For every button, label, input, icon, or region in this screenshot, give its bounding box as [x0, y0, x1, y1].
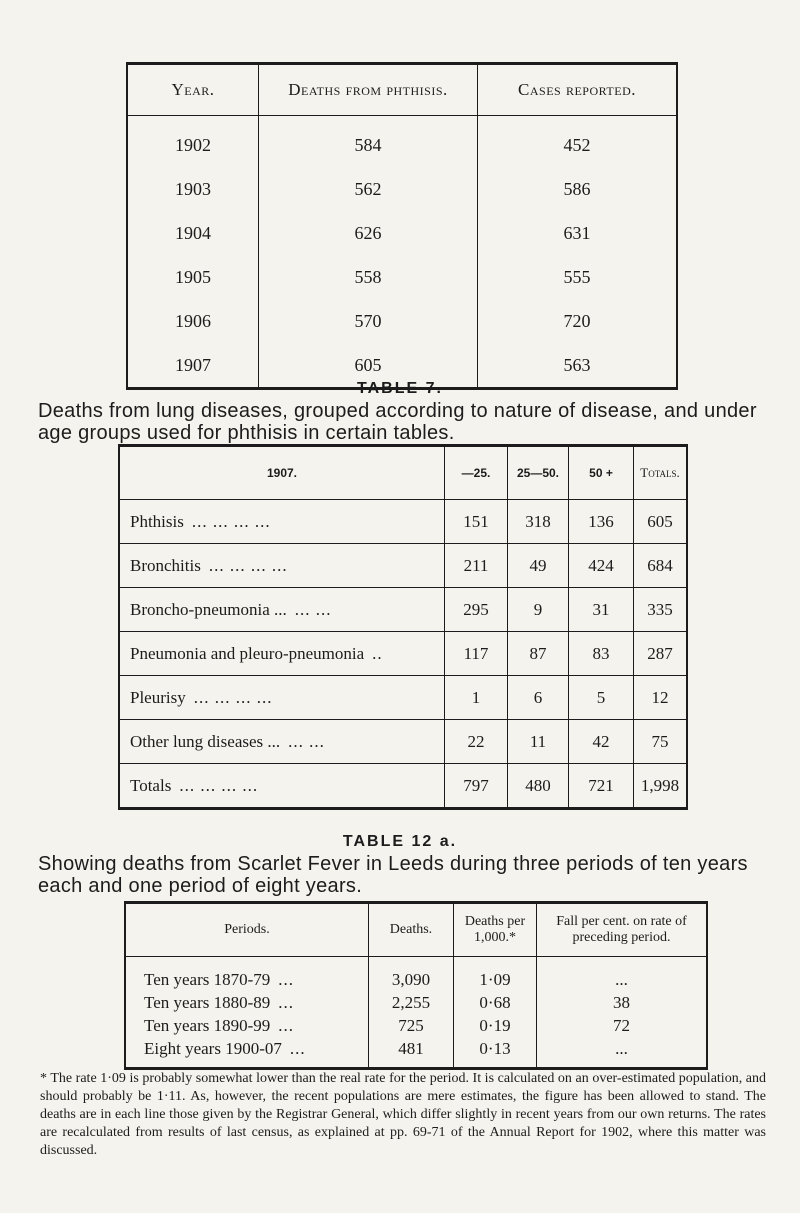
cell-cases: 563 — [478, 343, 678, 389]
cell-cases: 586 — [478, 167, 678, 211]
table-row — [127, 299, 677, 343]
cell-total: 12 — [634, 676, 688, 720]
row-label: Broncho-pneumonia ... ... ... — [119, 588, 445, 632]
col-header-deaths: Deaths. — [369, 903, 454, 957]
cell-value: 318 — [508, 500, 569, 544]
cell-value: 211 — [445, 544, 508, 588]
cell-total: 684 — [634, 544, 688, 588]
cell-value: 6 — [508, 676, 569, 720]
cell-value: 31 — [569, 588, 634, 632]
table12a-caption: TABLE 12 a. — [342, 833, 458, 850]
row-label: Other lung diseases ... ... ... — [119, 720, 445, 764]
cell-cases: 555 — [478, 255, 678, 299]
cell-year: 1904 — [175, 222, 211, 243]
cell-value: 49 — [508, 544, 569, 588]
row-label: Eight years 1900-07 ... — [144, 1038, 306, 1058]
cell-cases: 720 — [478, 299, 678, 343]
phthisis-table — [126, 62, 678, 390]
cell-value: ... — [537, 1037, 708, 1069]
cell-total: 335 — [634, 588, 688, 632]
cell-cases: 631 — [478, 211, 678, 255]
cell-value: 22 — [445, 720, 508, 764]
col-header-deaths: Deaths from phthisis. — [259, 64, 478, 116]
row-label: Phthisis ... ... ... ... — [119, 500, 445, 544]
col-header-rate: Deaths per 1,000.* — [454, 903, 537, 957]
cell-value: 480 — [508, 764, 569, 809]
cell-value: 5 — [569, 676, 634, 720]
cell-total: 75 — [634, 720, 688, 764]
cell-total: 1,998 — [634, 764, 688, 809]
table-row — [119, 632, 687, 676]
table12a-heading: Showing deaths from Scarlet Fever in Leeds during three periods of ten years each and one period of eight years. — [38, 853, 748, 897]
cell-value: 72 — [537, 1014, 708, 1037]
lung-diseases-table — [118, 444, 688, 810]
row-label: Ten years 1880-89 ... — [144, 992, 295, 1012]
cell-year: 1902 — [175, 134, 211, 155]
row-label: Totals ... ... ... ... — [130, 775, 259, 795]
col-header-25-50: 25—50. — [508, 446, 569, 500]
table-row-totals — [119, 764, 687, 809]
cell-value: 0·13 — [454, 1037, 537, 1069]
cell-value: 11 — [508, 720, 569, 764]
cell-deaths: 562 — [259, 167, 478, 211]
cell-value: 87 — [508, 632, 569, 676]
table7-heading: Deaths from lung diseases, grouped according to nature of disease, and under age groups used for phthisis in certain tables. — [38, 400, 757, 444]
cell-value: 117 — [445, 632, 508, 676]
cell-deaths: 605 — [259, 343, 478, 389]
col-header-totals: Totals. — [634, 446, 688, 500]
table-row — [127, 116, 677, 168]
row-label: Pleurisy ... ... ... ... — [119, 676, 445, 720]
table-row — [119, 588, 687, 632]
col-header-50-plus: 50 + — [569, 446, 634, 500]
table-row — [119, 544, 687, 588]
col-header-year: 1907. — [119, 446, 445, 500]
cell-value: 83 — [569, 632, 634, 676]
cell-value: 0·68 — [454, 991, 537, 1014]
cell-value: 0·19 — [454, 1014, 537, 1037]
table7-caption: TABLE 7. — [357, 380, 443, 397]
cell-value: 481 — [369, 1037, 454, 1069]
row-label: Pneumonia and pleuro-pneumonia .. — [119, 632, 445, 676]
cell-year: 1905 — [175, 266, 211, 287]
col-header-periods: Periods. — [125, 903, 369, 957]
cell-value: 424 — [569, 544, 634, 588]
cell-total: 287 — [634, 632, 688, 676]
table-row — [127, 211, 677, 255]
col-header-fall: Fall per cent. on rate of preceding period. — [537, 903, 708, 957]
table-row — [125, 991, 707, 1014]
cell-deaths: 584 — [259, 116, 478, 168]
cell-value: 2,255 — [369, 991, 454, 1014]
row-label: Ten years 1870-79 ... — [144, 969, 295, 989]
cell-value: 1·09 — [454, 957, 537, 992]
table-row — [125, 1037, 707, 1069]
cell-deaths: 570 — [259, 299, 478, 343]
cell-cases: 452 — [478, 116, 678, 168]
table-row — [127, 167, 677, 211]
col-header-cases: Cases reported. — [478, 64, 678, 116]
cell-value: 3,090 — [369, 957, 454, 992]
cell-value: 9 — [508, 588, 569, 632]
cell-value: 721 — [569, 764, 634, 809]
cell-value: 42 — [569, 720, 634, 764]
cell-year: 1903 — [175, 178, 211, 199]
cell-value: ... — [537, 957, 708, 992]
table-row — [119, 676, 687, 720]
row-label: Bronchitis ... ... ... ... — [119, 544, 445, 588]
cell-year: 1907 — [175, 354, 211, 375]
table-row — [127, 255, 677, 299]
row-label: Ten years 1890-99 ... — [144, 1015, 295, 1035]
cell-value: 38 — [537, 991, 708, 1014]
cell-year: 1906 — [175, 310, 211, 331]
footnote: * The rate 1·09 is probably somewhat lower than the real rate for the period. It is calculated on an over-estimated population, and should probably be 1·11. As, however, the recent populations are mere estimates, the figure has been allowed to stand. The deaths are in each line those given by the Registrar General, which differ slightly in recent years from our own returns. The rates are recalculated from results of last census, as explained at pp. 69-71 of the Annual Report for 1902, where this matter was discussed. — [40, 1071, 766, 1158]
cell-value: 725 — [369, 1014, 454, 1037]
cell-value: 1 — [445, 676, 508, 720]
cell-deaths: 558 — [259, 255, 478, 299]
table-row — [119, 500, 687, 544]
table-row — [119, 720, 687, 764]
cell-value: 797 — [445, 764, 508, 809]
cell-value: 151 — [445, 500, 508, 544]
col-header-under-25: —25. — [445, 446, 508, 500]
cell-deaths: 626 — [259, 211, 478, 255]
scarlet-fever-table — [124, 901, 708, 1070]
table-row — [125, 957, 707, 992]
cell-total: 605 — [634, 500, 688, 544]
col-header-year: Year. — [127, 64, 259, 116]
cell-value: 295 — [445, 588, 508, 632]
cell-value: 136 — [569, 500, 634, 544]
table-row — [125, 1014, 707, 1037]
